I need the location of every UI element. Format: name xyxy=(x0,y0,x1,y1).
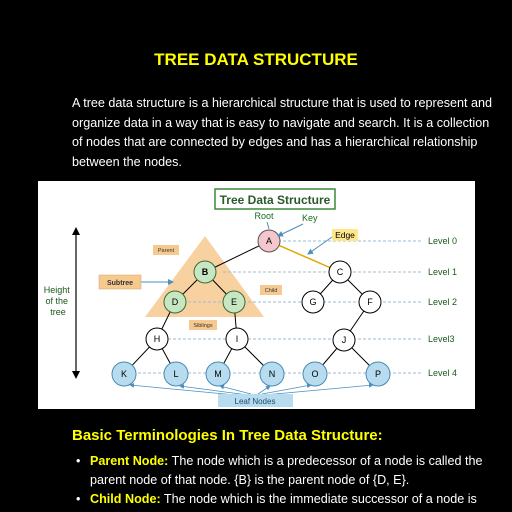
node-B-label: B xyxy=(201,267,209,277)
root-pointer xyxy=(267,222,269,229)
level-label-2: Level 2 xyxy=(428,297,458,307)
intro-paragraph: A tree data structure is a hierarchical structure that is used to represent and organize data in a way that is easy to navigate and search. It is a collection of nodes that are connected by edges and has a hierarchical relationship between the nodes. xyxy=(72,96,493,169)
node-F-label: F xyxy=(367,297,373,307)
node-N-label: N xyxy=(268,369,276,379)
list-item xyxy=(72,490,502,509)
root-label: Root xyxy=(254,211,274,221)
node-M-label: M xyxy=(214,369,222,379)
term-label: Parent Node: xyxy=(90,454,169,468)
term-definition: The node which is a predecessor of a node is called the parent node of that node. {B} is the parent node of {D, E}. xyxy=(90,454,483,487)
node-I-label: I xyxy=(235,334,239,344)
key-pointer xyxy=(278,224,303,236)
diagram-title: Tree Data Structure xyxy=(219,193,331,207)
siblings-tag-label: Siblings xyxy=(193,323,213,329)
leaf-arrow-P xyxy=(264,385,373,395)
child-tag-label: Child xyxy=(264,288,278,294)
key-label: Key xyxy=(302,213,318,223)
node-C-label: C xyxy=(336,267,344,277)
node-E-label: E xyxy=(230,297,238,307)
term-label: Child Node: xyxy=(90,492,161,506)
height-arrow-top xyxy=(72,227,80,235)
node-H-label: H xyxy=(153,334,161,344)
node-G-label: G xyxy=(309,297,317,307)
height-label: Height of the tree xyxy=(43,285,70,317)
tree-diagram xyxy=(38,181,475,409)
level-label-4: Level 4 xyxy=(428,368,458,378)
leaf-arrow-M xyxy=(220,386,251,394)
leaf-nodes-label: Leaf Nodes xyxy=(234,397,276,406)
node-K-label: K xyxy=(120,369,128,379)
level-label-1: Level 1 xyxy=(428,267,458,277)
terminology-list xyxy=(72,452,502,509)
page-title: TREE DATA STRUCTURE xyxy=(154,50,358,69)
subtree-tag-label: Subtree xyxy=(106,280,134,287)
bullet-icon: • xyxy=(76,492,81,506)
node-A-label: A xyxy=(265,236,273,246)
node-O-label: O xyxy=(311,369,319,379)
height-arrow-bottom xyxy=(72,371,80,379)
level-label-0: Level 0 xyxy=(428,236,458,246)
edge-label: Edge xyxy=(335,230,355,240)
node-D-label: D xyxy=(171,297,179,307)
edge-A-C xyxy=(269,241,340,272)
parent-tag-label: Parent xyxy=(157,248,175,254)
node-L-label: L xyxy=(173,369,179,379)
bullet-icon: • xyxy=(76,454,81,468)
node-P-label: P xyxy=(374,369,382,379)
node-J-label: J xyxy=(341,335,347,345)
level-label-3: Level3 xyxy=(428,334,455,344)
term-definition: The node which is the immediate successor of a node is xyxy=(160,492,477,506)
list-item xyxy=(72,452,502,490)
terminology-heading: Basic Terminologies In Tree Data Structure: xyxy=(72,427,383,444)
edge-pointer xyxy=(308,237,332,254)
